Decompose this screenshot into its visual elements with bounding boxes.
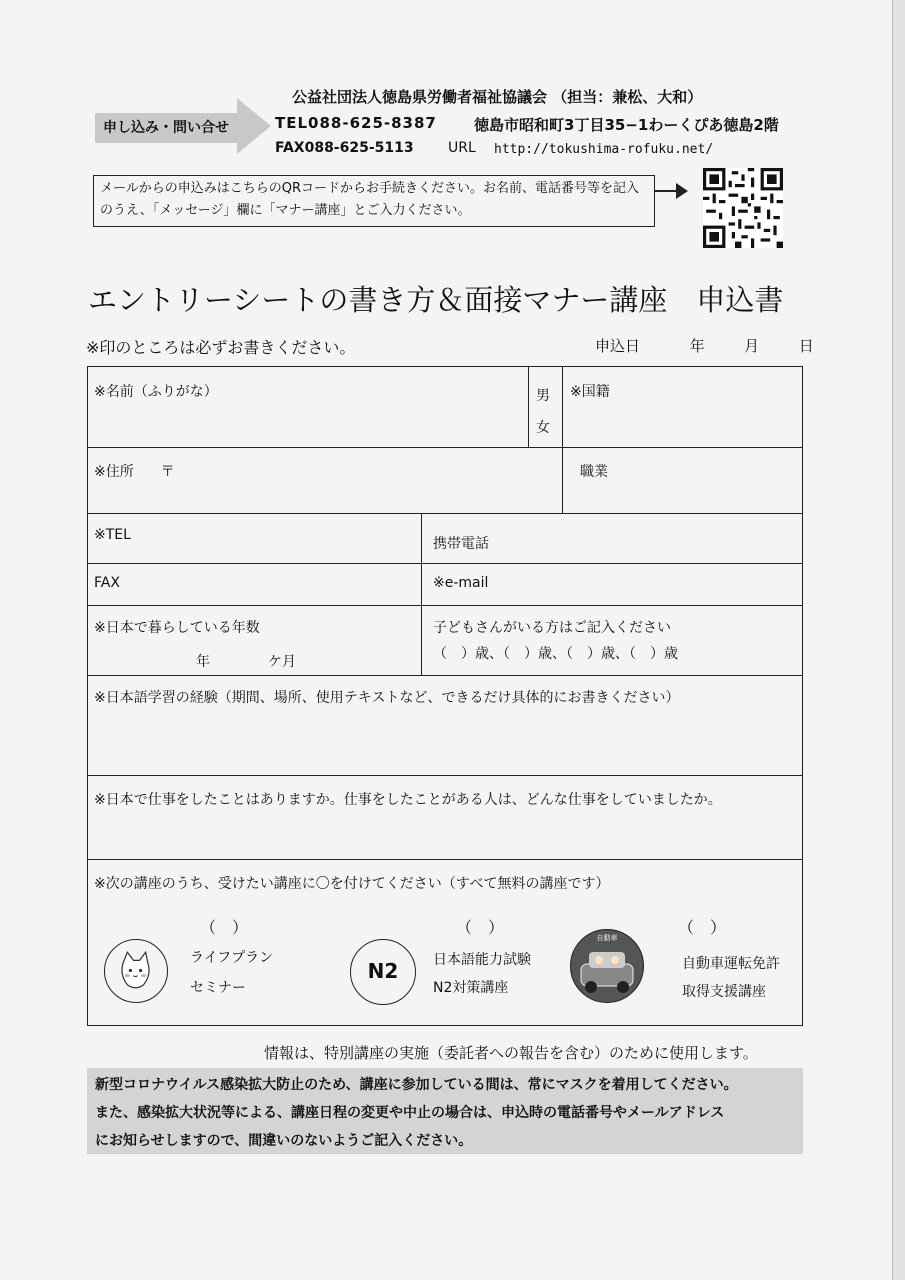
car-icon — [570, 929, 644, 1003]
study-experience-field[interactable]: ※日本語学習の経験（期間、場所、使用テキストなど、できるだけ具体的にお書きください） — [94, 690, 680, 706]
qr-note-line2: のうえ、「メッセージ」欄に「マナー講座」とご入力ください。 — [100, 203, 471, 218]
covid-notice-line2: また、感染拡大状況等による、講座日程の変更や中止の場合は、申込時の電話番号やメールアドレス — [95, 1105, 725, 1121]
row-divider — [88, 859, 802, 860]
course-3-title: 自動車運転免許 — [682, 956, 780, 972]
col-divider — [562, 367, 563, 447]
required-note: ※印のところは必ずお書きください。 — [86, 338, 356, 357]
row-divider — [88, 563, 802, 564]
gender-female-option[interactable]: 女 — [536, 420, 550, 436]
gender-male-option[interactable]: 男 — [536, 388, 550, 404]
url-label: URL — [448, 140, 476, 156]
qr-code-icon[interactable] — [703, 168, 783, 248]
col-divider — [528, 367, 529, 447]
date-month: 月 — [744, 337, 760, 355]
qr-arrow-icon — [676, 183, 688, 199]
years-in-japan-field[interactable]: ※日本で暮らしている年数 — [94, 620, 260, 636]
covid-notice — [87, 1068, 803, 1154]
qr-instructions — [93, 175, 655, 227]
arrow-right-icon — [237, 98, 271, 154]
n2-badge-icon: N2 — [350, 939, 416, 1005]
postal-mark: 〒 — [160, 464, 175, 480]
cat-icon — [104, 939, 168, 1003]
work-experience-field[interactable]: ※日本で仕事をしたことはありますか。仕事をしたことがある人は、どんな仕事をしていましたか。 — [94, 792, 722, 808]
date-year: 年 — [689, 337, 705, 355]
address-label: ※住所 — [94, 464, 134, 480]
row-divider — [88, 447, 802, 448]
usage-note: 情報は、特別講座の実施（委託者への報告を含む）のために使用します。 — [264, 1044, 758, 1062]
date-day: 日 — [798, 337, 814, 355]
car-badge-label: 自動車 — [596, 934, 618, 942]
address-text: 徳島市昭和町3丁目35−1わーくぴあ徳島2階 — [474, 116, 779, 134]
row-divider — [88, 605, 802, 606]
cat-illustration — [105, 940, 166, 1001]
nationality-field[interactable]: ※国籍 — [570, 384, 610, 400]
course-3-subtitle: 取得支援講座 — [682, 984, 766, 1000]
qr-note-line1: メールからの申込みはこちらのQRコードからお手続きください。お名前、電話番号等を記入 — [100, 181, 640, 196]
occupation-field[interactable]: 職業 — [580, 464, 608, 480]
course-2-title: 日本語能力試験 — [433, 952, 531, 968]
course-1-checkbox[interactable]: （ ） — [200, 918, 249, 937]
course-3-checkbox[interactable]: （ ） — [678, 918, 727, 937]
address-field[interactable] — [94, 461, 175, 481]
email-field[interactable]: ※e-mail — [433, 575, 489, 591]
covid-notice-line1: 新型コロナウイルス感染拡大防止のため、講座に参加している間は、常にマスクを着用してください。 — [95, 1077, 738, 1093]
mobile-field[interactable]: 携帯電話 — [433, 536, 489, 552]
course-2-checkbox[interactable]: （ ） — [456, 918, 505, 937]
course-2-subtitle: N2対策講座 — [433, 980, 509, 996]
years-unit: 年 — [196, 654, 210, 670]
course-1-subtitle: セミナー — [190, 980, 246, 996]
col-divider — [421, 513, 422, 675]
contact-badge: 申し込み・問い合せ — [95, 113, 237, 143]
course-1-title: ライフプラン — [190, 950, 274, 966]
org-name-text: 公益社団法人徳島県労働者福祉協議会 — [292, 88, 548, 106]
date-label: 申込日 — [595, 337, 641, 355]
children-field[interactable]: 子どもさんがいる方はご記入ください — [433, 620, 671, 636]
tel-number: TEL088-625-8387 — [275, 114, 437, 132]
fax-field[interactable]: FAX — [94, 575, 120, 591]
name-field[interactable]: ※名前（ふりがな） — [94, 384, 218, 400]
row-divider — [88, 513, 802, 514]
months-unit: ケ月 — [268, 654, 296, 670]
application-form — [87, 366, 803, 1026]
children-ages[interactable]: （ ）歳、（ ）歳、（ ）歳、（ ）歳 — [433, 646, 678, 662]
fax-number: FAX088-625-5113 — [275, 140, 414, 156]
tel-field[interactable]: ※TEL — [94, 527, 131, 543]
organization-name — [292, 86, 702, 107]
row-divider — [88, 775, 802, 776]
paper-edge — [892, 0, 905, 1280]
url-link[interactable]: http://tokushima-rofuku.net/ — [494, 142, 714, 157]
row-divider — [88, 675, 802, 676]
application-date[interactable] — [595, 335, 814, 356]
col-divider — [562, 447, 563, 513]
covid-notice-line3: にお知らせしますので、間違いのないようご記入ください。 — [95, 1133, 473, 1149]
course-select-instruction: ※次の講座のうち、受けたい講座に〇を付けてください（すべて無料の講座です） — [94, 876, 610, 892]
page-title: エントリーシートの書き方＆面接マナー講座 申込書 — [88, 283, 784, 317]
staff-names: （担当：兼松、大和） — [552, 88, 703, 106]
